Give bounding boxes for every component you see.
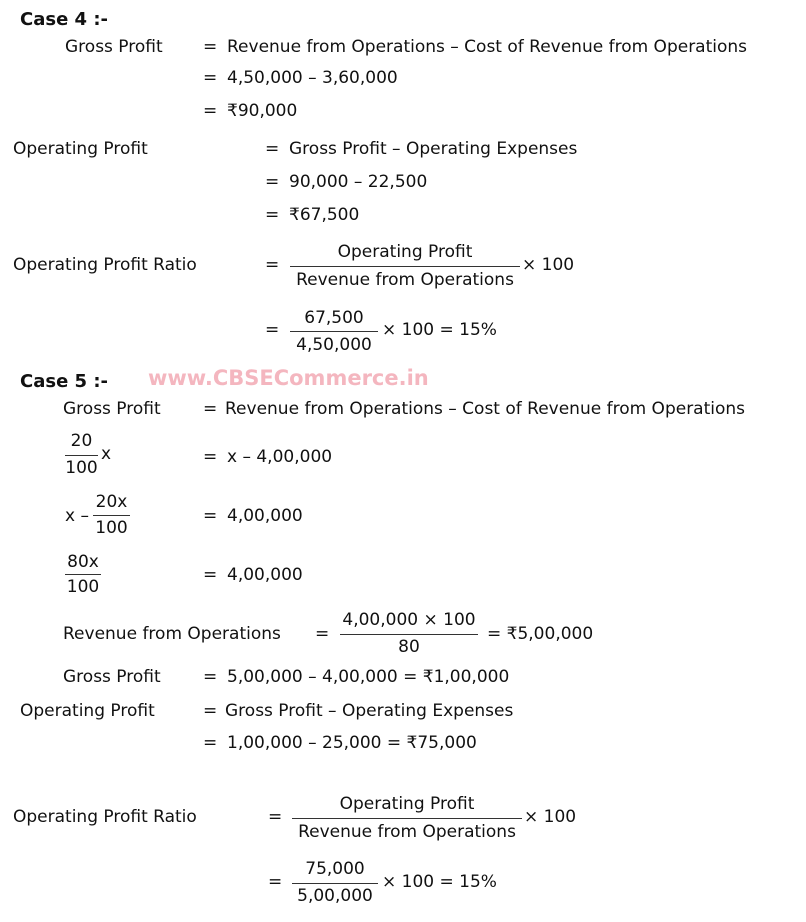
ratio-result: × 100 = 15% bbox=[382, 872, 497, 892]
equals: = bbox=[315, 624, 330, 644]
fraction-line bbox=[290, 331, 378, 332]
equals: = bbox=[203, 447, 218, 467]
fraction-denominator: 5,00,000 bbox=[297, 886, 373, 906]
operating-profit-label: Operating Profit bbox=[13, 139, 148, 159]
operating-profit-step: 90,000 – 22,500 bbox=[289, 172, 428, 192]
fraction-denominator: Revenue from Operations bbox=[296, 270, 514, 290]
fraction-denominator: 80 bbox=[398, 637, 420, 657]
equals: = bbox=[265, 139, 280, 159]
times-100: × 100 bbox=[524, 807, 577, 827]
fraction-numerator: 67,500 bbox=[304, 308, 364, 328]
gross-profit-result: ₹90,000 bbox=[227, 101, 298, 121]
gross-profit-formula: Revenue from Operations – Cost of Revenue from Operations bbox=[227, 37, 748, 57]
equals: = bbox=[203, 68, 218, 88]
fraction-line bbox=[65, 574, 101, 575]
fraction-denominator: 100 bbox=[65, 458, 98, 478]
fraction-numerator: 80x bbox=[67, 552, 99, 572]
revenue-label: Revenue from Operations bbox=[63, 624, 281, 644]
equals: = bbox=[203, 565, 218, 585]
fraction-numerator: Operating Profit bbox=[337, 242, 473, 262]
fraction-line bbox=[292, 818, 522, 819]
fraction-line bbox=[65, 455, 98, 456]
fraction-line bbox=[93, 515, 130, 516]
equals: = bbox=[265, 205, 280, 225]
equation-rhs: 4,00,000 bbox=[227, 565, 303, 585]
equals: = bbox=[203, 101, 218, 121]
fraction-denominator: 100 bbox=[66, 577, 100, 597]
equals: = bbox=[265, 320, 280, 340]
operating-profit-label: Operating Profit bbox=[20, 701, 155, 721]
fraction-denominator: 100 bbox=[95, 518, 128, 538]
opr-label: Operating Profit Ratio bbox=[13, 807, 197, 827]
revenue-result: = ₹5,00,000 bbox=[487, 624, 594, 644]
case5-heading: Case 5 :- bbox=[20, 371, 109, 392]
gross-profit-label: Gross Profit bbox=[65, 37, 163, 57]
gross-profit-label: Gross Profit bbox=[63, 399, 161, 419]
operating-profit-formula: Gross Profit – Operating Expenses bbox=[289, 139, 578, 159]
fraction-line bbox=[292, 883, 378, 884]
gross-profit-step: 4,50,000 – 3,60,000 bbox=[227, 68, 398, 88]
fraction-line bbox=[340, 634, 478, 635]
equation-rhs: x – 4,00,000 bbox=[227, 447, 333, 467]
gross-profit-calc: 5,00,000 – 4,00,000 = ₹1,00,000 bbox=[227, 667, 510, 687]
fraction-numerator: 75,000 bbox=[305, 859, 365, 879]
fraction-numerator: 20 bbox=[70, 431, 93, 451]
equals: = bbox=[203, 701, 218, 721]
opr-label: Operating Profit Ratio bbox=[13, 255, 197, 275]
operating-profit-formula: Gross Profit – Operating Expenses bbox=[225, 701, 514, 721]
fraction-numerator: 20x bbox=[95, 492, 128, 512]
equals: = bbox=[268, 807, 283, 827]
case4-heading: Case 4 :- bbox=[20, 9, 109, 30]
equals: = bbox=[203, 399, 218, 419]
fraction-denominator: 4,50,000 bbox=[296, 335, 372, 355]
times-100: × 100 bbox=[522, 255, 575, 275]
fraction-denominator: Revenue from Operations bbox=[298, 822, 516, 842]
equals: = bbox=[265, 172, 280, 192]
equals: = bbox=[203, 37, 218, 57]
equals: = bbox=[203, 733, 218, 753]
variable-x: x bbox=[101, 444, 112, 464]
equals: = bbox=[203, 667, 218, 687]
fraction-numerator: 4,00,000 × 100 bbox=[342, 610, 476, 630]
gross-profit-formula: Revenue from Operations – Cost of Revenue from Operations bbox=[225, 399, 746, 419]
fraction-line bbox=[290, 266, 520, 267]
equals: = bbox=[265, 255, 280, 275]
ratio-result: × 100 = 15% bbox=[382, 320, 497, 340]
equals: = bbox=[268, 872, 283, 892]
fraction-numerator: Operating Profit bbox=[339, 794, 475, 814]
gross-profit-label: Gross Profit bbox=[63, 667, 161, 687]
operating-profit-result: ₹67,500 bbox=[289, 205, 360, 225]
equation-lhs: x – bbox=[65, 506, 89, 526]
operating-profit-calc: 1,00,000 – 25,000 = ₹75,000 bbox=[227, 733, 477, 753]
watermark: www.CBSECommerce.in bbox=[148, 366, 429, 390]
equals: = bbox=[203, 506, 218, 526]
equation-rhs: 4,00,000 bbox=[227, 506, 303, 526]
